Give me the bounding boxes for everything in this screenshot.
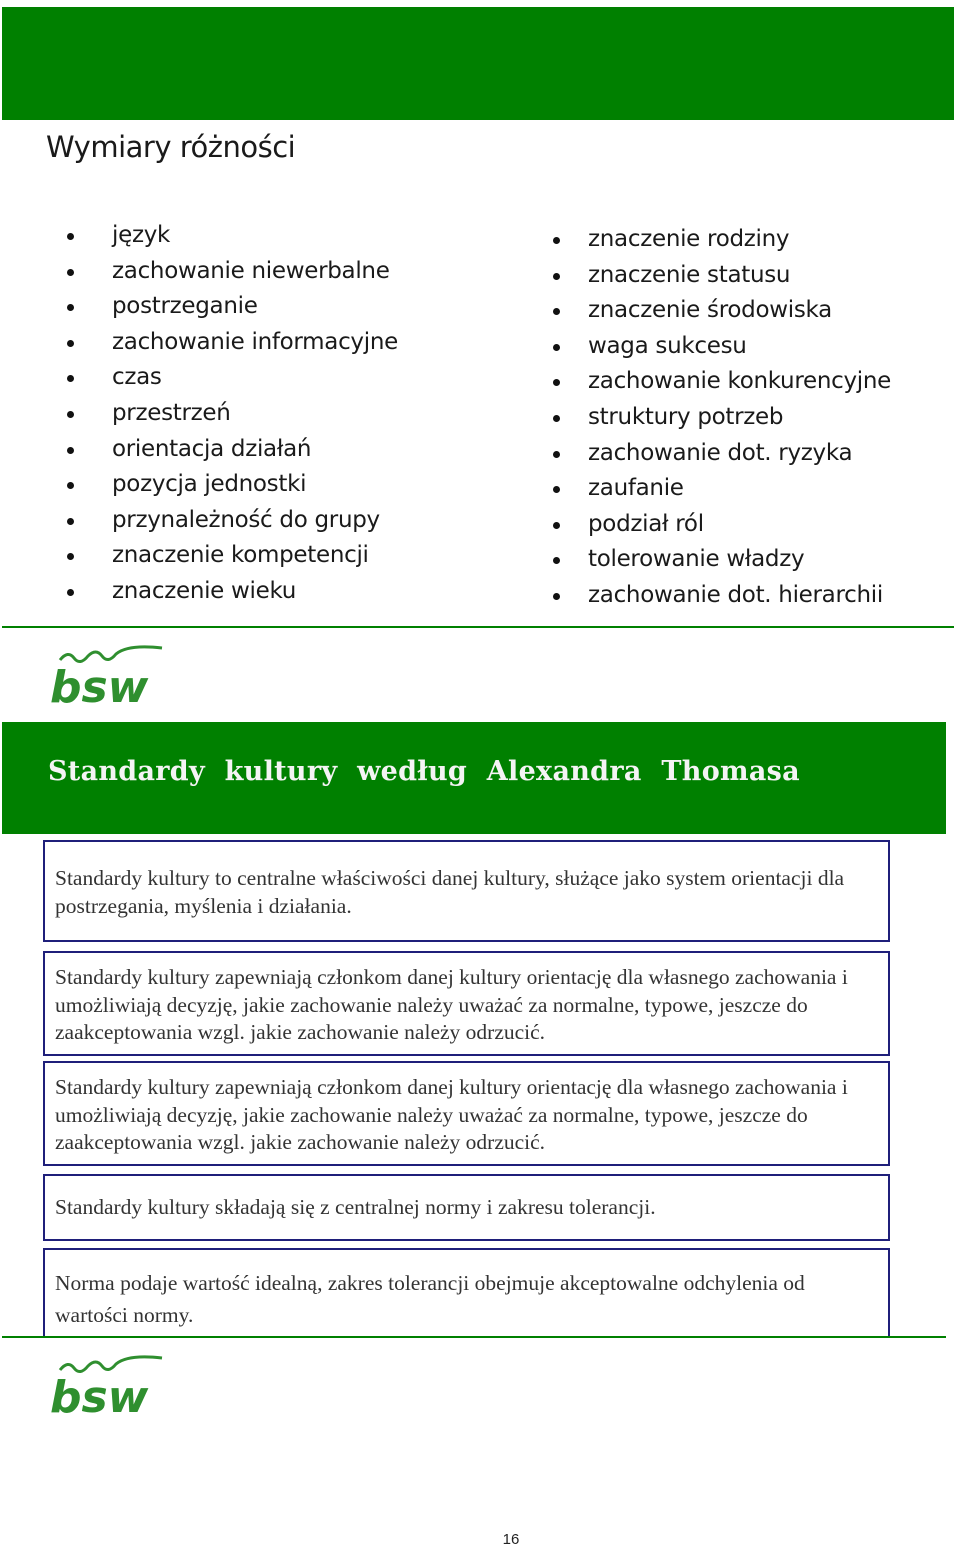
logo-text: bsw [50, 1372, 149, 1418]
bullet-icon [553, 486, 560, 493]
list-item: przynależność do grupy [64, 503, 398, 539]
list-item: zachowanie dot. ryzyka [550, 436, 891, 472]
text-box: Standardy kultury zapewniają członkom danej kultury orientację dla własnego zachowania i umożliwiają decyzję, jakie zachowanie należy uważać za normalne, typowe, jeszcze do zaakceptowania wzgl. jakie zachowanie należy odrzucić. [43, 1061, 890, 1166]
list-item: przestrzeń [64, 396, 398, 432]
bullet-icon [67, 340, 74, 347]
slide2-title: Standardy kultury według Alexandra Thomasa [48, 756, 800, 787]
bullet-icon [67, 553, 74, 560]
list-item: postrzeganie [64, 289, 398, 325]
slide1-footer-divider [2, 626, 954, 628]
bullet-icon [553, 415, 560, 422]
bullet-icon [67, 411, 74, 418]
list-item: waga sukcesu [550, 329, 891, 365]
list-item: znaczenie statusu [550, 258, 891, 294]
list-item: zachowanie informacyjne [64, 325, 398, 361]
list-item: tolerowanie władzy [550, 542, 891, 578]
list-item: podział ról [550, 507, 891, 543]
bullet-icon [67, 233, 74, 240]
list-item: znaczenie wieku [64, 574, 398, 610]
list-item: zachowanie niewerbalne [64, 254, 398, 290]
text-box: Standardy kultury zapewniają członkom danej kultury orientację dla własnego zachowania i umożliwiają decyzję, jakie zachowanie należy uważać za normalne, typowe, jeszcze do zaakceptowania wzgl. jakie zachowanie należy odrzucić. [43, 951, 890, 1056]
logo-text: bsw [50, 662, 149, 708]
list-item: czas [64, 360, 398, 396]
text-box: Standardy kultury składają się z centralnej normy i zakresu tolerancji. [43, 1174, 890, 1241]
bullet-icon [553, 308, 560, 315]
bullet-icon [67, 482, 74, 489]
bullet-icon [67, 589, 74, 596]
list-item: znaczenie środowiska [550, 293, 891, 329]
bullet-icon [553, 522, 560, 529]
list-item: struktury potrzeb [550, 400, 891, 436]
page-number: 16 [502, 1531, 520, 1548]
list-item: język [64, 218, 398, 254]
bullet-icon [553, 451, 560, 458]
bsw-logo-icon [38, 644, 168, 708]
list-item: znaczenie rodziny [550, 222, 891, 258]
bullet-icon [67, 269, 74, 276]
slide1-left-list [64, 218, 398, 610]
slide1-title: Wymiary różności [46, 130, 296, 164]
list-item: zaufanie [550, 471, 891, 507]
bullet-icon [553, 237, 560, 244]
slide2-footer-divider [2, 1336, 946, 1338]
bullet-icon [553, 379, 560, 386]
bullet-icon [553, 557, 560, 564]
list-item: pozycja jednostki [64, 467, 398, 503]
text-box: Standardy kultury to centralne właściwości danej kultury, służące jako system orientacji dla postrzegania, myślenia i działania. [43, 840, 890, 942]
bullet-icon [553, 344, 560, 351]
bullet-icon [553, 593, 560, 600]
slide1-header-band [2, 7, 954, 120]
bullet-icon [553, 273, 560, 280]
bullet-icon [67, 518, 74, 525]
text-box: Norma podaje wartość idealną, zakres tolerancji obejmuje akceptowalne odchylenia od wartości normy. [43, 1248, 890, 1338]
slide1-right-list [550, 222, 891, 614]
bullet-icon [67, 304, 74, 311]
list-item: zachowanie dot. hierarchii [550, 578, 891, 614]
list-item: znaczenie kompetencji [64, 538, 398, 574]
bullet-icon [67, 447, 74, 454]
list-item: orientacja działań [64, 432, 398, 468]
bullet-icon [67, 375, 74, 382]
list-item: zachowanie konkurencyjne [550, 364, 891, 400]
bsw-logo-icon [38, 1354, 168, 1418]
